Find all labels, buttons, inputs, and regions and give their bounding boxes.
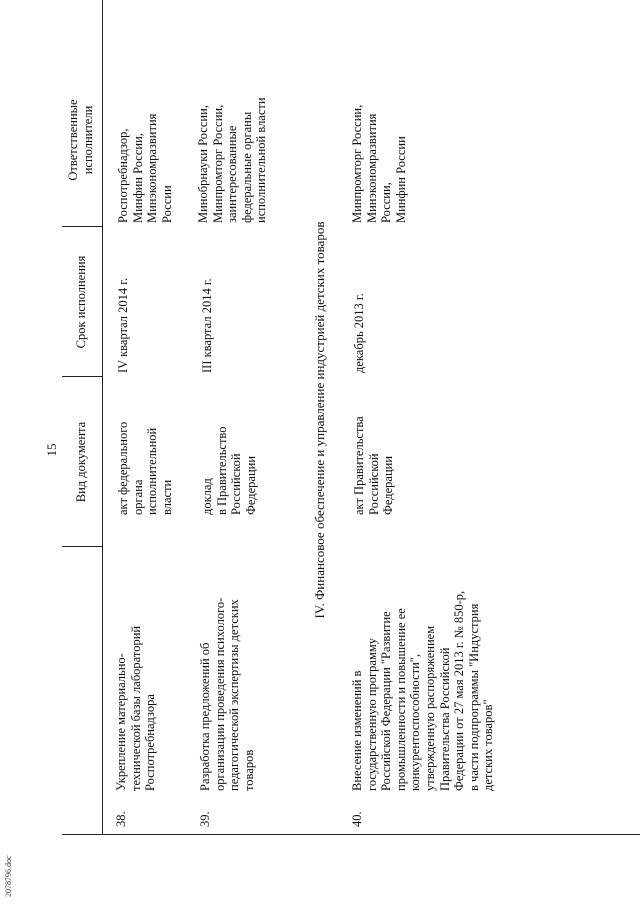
row-39-doc-type: доклад в Правительство Российской Федерации: [200, 426, 258, 515]
col-divider-2: [62, 376, 102, 377]
section-heading: IV. Финансовое обеспечение и управление индустрией детских товаров: [312, 221, 327, 619]
table-border-left: [62, 834, 640, 835]
row-40-measure: Внесение изменений в государственную программу Российской Федерации "Развитие промышленности и повышение ее конкурентоспособности", утвержденную распоряжением Правительства Российской Федерации от 27 мая 2013 г. № 850-р, в части подпрограммы "Индустрия детских товаров": [350, 590, 496, 791]
row-39-responsible: Минобрнауки России, Минпромторг России, заинтересованные федеральные органы исполнительной власти: [196, 97, 269, 223]
row-38-measure: Укрепление материально- технической базы лабораторий Роспотребнадзора: [114, 625, 158, 791]
row-38-num: 38.: [114, 811, 128, 827]
row-39-measure: Разработка предложений об организации проведения психолого- педагогической экспертизы детских товаров: [198, 597, 256, 791]
footer-doc-ref: 2078796.doc: [4, 855, 13, 897]
header-responsible: Ответственные исполнители: [66, 99, 95, 181]
row-40-num: 40.: [350, 811, 364, 827]
row-38-deadline: IV квартал 2014 г.: [116, 277, 130, 373]
header-deadline: Срок исполнения: [74, 255, 88, 349]
col-divider-1: [62, 546, 102, 547]
page-number: 15: [44, 443, 59, 457]
header-bottom-rule: [102, 0, 103, 835]
col-divider-3: [62, 226, 102, 227]
row-40-deadline: декабрь 2013 г.: [352, 293, 366, 373]
row-39-deadline: III квартал 2014 г.: [200, 278, 214, 373]
row-40-doc-type: акт Правительства Российской Федерации: [352, 416, 396, 515]
row-38-doc-type: акт федерального органа исполнительной власти: [116, 421, 174, 515]
header-doc-type: Вид документа: [74, 421, 88, 503]
row-39-num: 39.: [198, 811, 212, 827]
row-38-responsible: Роспотребнадзор, Минфин России, Минэкономразвития России: [116, 113, 174, 223]
row-40-responsible: Минпромторг России, Минэкономразвития России, Минфин России: [350, 104, 408, 223]
